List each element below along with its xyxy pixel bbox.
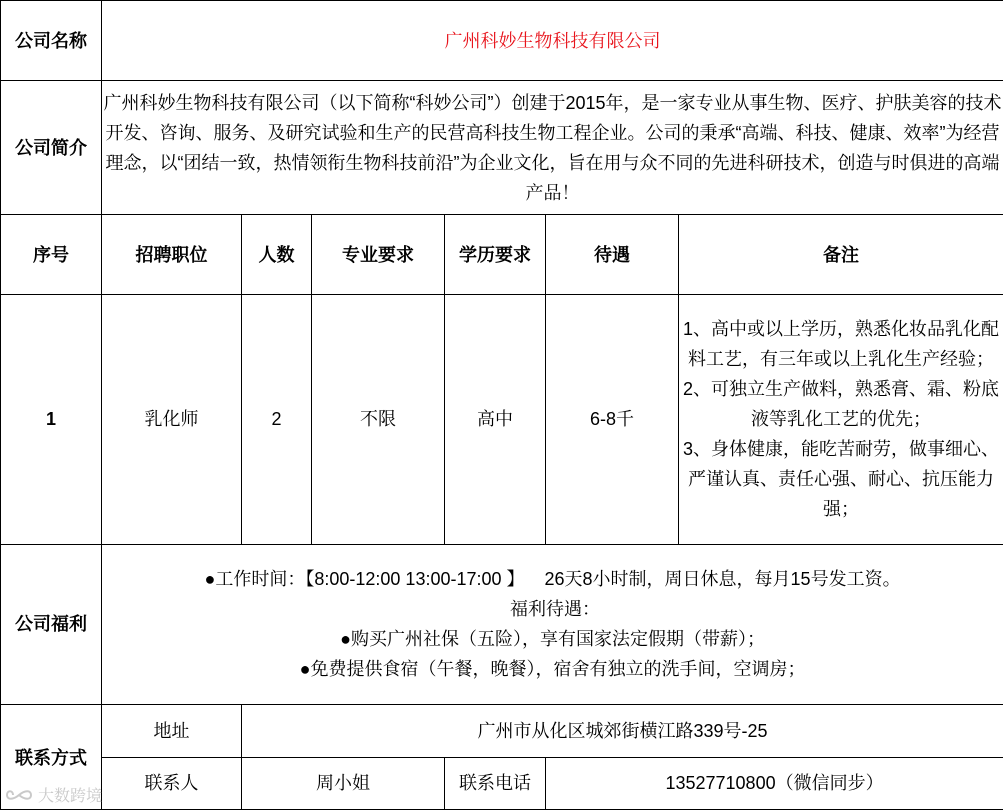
welfare-line-title: 福利待遇： — [505, 599, 601, 620]
contact-person-value: 周小姐 — [242, 757, 445, 809]
watermark-text: 大数跨境 — [38, 788, 103, 805]
job-position: 乳化师 — [102, 295, 242, 544]
company-name-row — [1, 1, 1003, 81]
address-label: 地址 — [102, 704, 242, 757]
contact-phone-label: 联系电话 — [445, 757, 546, 809]
company-name: 广州科妙生物科技有限公司 — [102, 1, 1003, 81]
job-education: 高中 — [445, 295, 546, 544]
contact-label: 联系方式 — [1, 704, 102, 809]
watermark — [6, 783, 102, 806]
address-value: 广州市从化区城郊街横江路339号-25 — [242, 704, 1003, 757]
table-header-row — [1, 215, 1003, 295]
welfare-label: 公司福利 — [1, 544, 102, 704]
welfare-content — [102, 544, 1003, 704]
contact-address-row — [1, 704, 1003, 757]
company-intro-text: 广州科妙生物科技有限公司（以下简称“科妙公司”）创建于2015年，是一家专业从事生物、医疗、护肤美容的技术开发、咨询、服务、及研究试验和生产的民营高科技生物工程企业。公司的秉承“高端、科技、健康、效率”为经营理念，以“团结一致，热情领衔生物科技前沿”为企业文化，旨在用与众不同的先进科研技术，创造与时俱进的高端产品！ — [102, 81, 1003, 215]
header-education: 学历要求 — [445, 215, 546, 295]
header-count: 人数 — [242, 215, 312, 295]
header-position: 招聘职位 — [102, 215, 242, 295]
table-row — [1, 295, 1003, 544]
company-intro-row — [1, 81, 1003, 215]
welfare-line-hours: ●工作时间：【8:00-12:00 13:00-17:00 】 26天8小时制，周日休息，每月15号发工资。 — [204, 569, 901, 590]
header-salary: 待遇 — [546, 215, 679, 295]
header-remarks: 备注 — [679, 215, 1003, 295]
header-major: 专业要求 — [312, 215, 445, 295]
job-index: 1 — [1, 295, 102, 544]
welfare-line-insurance: ●购买广州社保（五险），享有国家法定假期（带薪）； — [340, 629, 765, 650]
company-intro-label: 公司简介 — [1, 81, 102, 215]
contact-person-row — [1, 757, 1003, 809]
company-name-label: 公司名称 — [1, 1, 102, 81]
welfare-row — [1, 544, 1003, 704]
job-major: 不限 — [312, 295, 445, 544]
job-count: 2 — [242, 295, 312, 544]
contact-phone-value: 13527710800（微信同步） — [546, 757, 1003, 809]
job-remarks: 1、高中或以上学历，熟悉化妆品乳化配料工艺，有三年或以上乳化生产经验； 2、可独立生产做料，熟悉膏、霜、粉底液等乳化工艺的优先； 3、身体健康，能吃苦耐劳，做事细心、严谨认真、责任心强、耐心、抗压能力强； — [679, 295, 1003, 544]
job-salary: 6-8千 — [546, 295, 679, 544]
header-index: 序号 — [1, 215, 102, 295]
welfare-line-board: ●免费提供食宿（午餐，晚餐），宿舍有独立的洗手间，空调房； — [299, 659, 806, 680]
contact-person-label: 联系人 — [102, 757, 242, 809]
infinity-logo-icon — [6, 788, 32, 802]
